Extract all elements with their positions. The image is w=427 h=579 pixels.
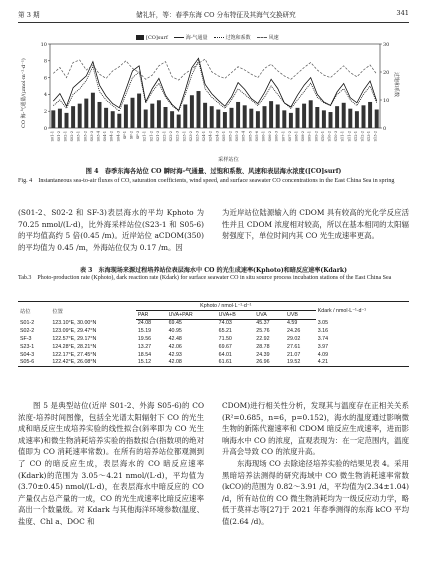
figure-4 bbox=[18, 32, 409, 165]
co-bar bbox=[91, 93, 95, 128]
y-tick-label-right: 20 bbox=[383, 69, 390, 76]
y-axis-label-left: CO 海-气通量/(μmol·m⁻²·d⁻¹) bbox=[21, 58, 27, 128]
sub-col: UVA+B bbox=[217, 310, 255, 319]
y-axis-label-right: 过饱和系数 bbox=[393, 72, 399, 98]
table-row bbox=[18, 319, 409, 327]
table-cell: 42.06 bbox=[168, 343, 182, 350]
x-tick-label: S05-2 bbox=[228, 131, 233, 142]
table-cell: 15.12 bbox=[136, 358, 167, 366]
table-cell: S23-1 bbox=[20, 343, 35, 350]
x-tick-label: S23-3 bbox=[195, 131, 200, 142]
x-tick-label: S04-1 bbox=[103, 131, 108, 142]
x-tick-label: S03-2 bbox=[83, 131, 88, 142]
paragraph: CDOM)进行相关性分析，发现其与温度存在正相关关系(R²=0.685，n=6，p=0.152)，海水的温度通过影响微生物的新陈代谢速率和 CDOM 暗反应生成速率，进而影响海水中 CO 的浓度，直观表现为：在一定范围内，温度升高会导致 CO 的浓度升高。 bbox=[222, 401, 409, 457]
right-column-bottom bbox=[222, 400, 409, 528]
table-cell: 69.67 bbox=[218, 343, 232, 350]
x-tick-label: S22-2 bbox=[169, 131, 174, 142]
x-tick-label: S02-2 bbox=[70, 131, 75, 142]
x-tick-label: S05-4 bbox=[241, 131, 246, 142]
co-bar bbox=[65, 113, 69, 128]
table-cell: 13.27 bbox=[137, 343, 152, 350]
co-bar bbox=[368, 102, 372, 128]
x-tick-label: SF-3 bbox=[136, 131, 141, 140]
table-cell: 3.97 bbox=[317, 343, 329, 350]
header-rule bbox=[18, 22, 409, 23]
paragraph: 为近岸站位陆源输入的 CDOM 具有较高的光化学反应活性并且 CDOM 浓度相对较高，所以在基本相同的太阳辐射强度下，单位时间内其 CO 光生成速率更高。 bbox=[222, 208, 409, 241]
table-row bbox=[18, 327, 409, 335]
figure-caption-en: Fig. 4 Instantaneous sea-to-air fluxes of CO, saturation coefficients, wind speed, and surface seawater CO concentrations in the East China Sea in spring bbox=[18, 178, 395, 184]
chart-legend bbox=[136, 34, 279, 41]
col-station: 站位 bbox=[18, 302, 50, 320]
table-cell: 123.09°E, 29.47°N bbox=[52, 328, 97, 335]
x-tick-label: S03-4 bbox=[96, 131, 101, 142]
co-bar bbox=[249, 109, 253, 128]
table-cell: 29.02 bbox=[287, 336, 301, 343]
series-line bbox=[53, 58, 376, 110]
x-tick-label: S12-2 bbox=[360, 131, 365, 142]
table-cell: 64.01 bbox=[218, 351, 232, 358]
sub-col: UVA+PAR bbox=[167, 310, 217, 319]
x-tick-label: S23-2 bbox=[188, 131, 193, 142]
table-row bbox=[18, 343, 409, 351]
co-bar bbox=[197, 91, 201, 128]
table-cell: 74.03 bbox=[218, 320, 232, 327]
left-column-bottom bbox=[18, 400, 204, 528]
x-tick-label: S01-2 bbox=[56, 131, 61, 142]
table-cell: S05-6 bbox=[18, 358, 50, 366]
x-tick-label: S24-2 bbox=[208, 131, 213, 142]
x-tick-label: S08-1 bbox=[294, 131, 299, 142]
col-kdark: Kdark / nmol·L⁻¹·d⁻¹ bbox=[316, 302, 409, 320]
table-cell: 122.42°E, 26.08°N bbox=[50, 358, 136, 366]
table-cell: 123.10°E, 30.00°N bbox=[52, 320, 97, 327]
x-tick-label: S05-1 bbox=[221, 131, 226, 142]
x-tick-label: S06-1 bbox=[261, 131, 266, 142]
x-tick-label: S05-6 bbox=[254, 131, 259, 142]
co-bar bbox=[348, 109, 352, 128]
co-bar bbox=[84, 99, 88, 128]
x-tick-label: S07-1 bbox=[281, 131, 286, 142]
table-title-cn: 表 3 东海现场来源过程培养站位表层海水中 CO 的光生成速率(Kphoto)和暗反应速率(Kdark) bbox=[79, 267, 348, 274]
co-bar bbox=[289, 113, 293, 128]
right-column-top bbox=[222, 207, 409, 242]
table-cell: 65.21 bbox=[218, 328, 232, 335]
table-cell: 122.17°E, 27.45°N bbox=[52, 351, 97, 358]
table-row bbox=[18, 335, 409, 343]
x-tick-label: S08-2 bbox=[301, 131, 306, 142]
table-cell: SF-3 bbox=[20, 336, 32, 343]
y-tick-label-left: 4 bbox=[43, 92, 47, 99]
table-cell: S01-2 bbox=[20, 320, 35, 327]
table-cell: S02-2 bbox=[20, 328, 35, 335]
figure-caption-cn: 图 4 春季东海各站位 CO 瞬时海-气通量、过饱和系数、风速和表层海水浓度([CO]surf) bbox=[85, 168, 342, 175]
table-cell: 21.07 bbox=[287, 351, 301, 358]
x-tick-label: S13-2 bbox=[373, 131, 378, 142]
table-cell: 69.45 bbox=[168, 320, 182, 327]
co-bar bbox=[98, 102, 102, 128]
x-tick-label: S10-2 bbox=[327, 131, 332, 142]
co-bar bbox=[230, 108, 234, 128]
table-cell: 4.21 bbox=[316, 358, 409, 366]
y-tick-label-right: 10 bbox=[383, 97, 390, 104]
x-tick-label: S21-3 bbox=[155, 131, 160, 142]
table-cell: 40.95 bbox=[168, 328, 182, 335]
x-tick-label: S05-5 bbox=[248, 131, 253, 142]
table-cell: 24.26 bbox=[287, 328, 301, 335]
co-bar bbox=[190, 95, 194, 128]
co-bar bbox=[342, 103, 346, 128]
co-bar bbox=[183, 104, 187, 128]
x-tick-label: S24-3 bbox=[215, 131, 220, 142]
paragraph: 图 5 是典型站位(近岸 S01-2、外海 S05-6)的 CO 浓度-培养时间图像，包括全光谱太阳辐射下 CO 的光生成和暗反应生成培养实验的线性拟合(斜率即为 CO 光生成速率)和微生物消耗培养实验的指数拟合(指数项的绝对值即为 CO 消耗速率常数)。在所有的培养站位都观测到了 CO 的暗反应生成，表层海水的 CO 暗反应速率(Kdark)的范围为 3.05～4.21 nmol/(L·d)，平均值为(3.70±0.45) nmol/(L·d)，在表层海水中暗反应的 CO 产量仅占总产量的一成，CO 的光生成速率比暗反应速率高出一个数量级。对 Kdark 与其他海洋环境参数(温度、盐度、Chl a、DOC 和 bbox=[18, 401, 204, 526]
co-bar bbox=[71, 106, 75, 128]
table-cell: 22.92 bbox=[256, 336, 270, 343]
page-header bbox=[18, 9, 409, 21]
y-tick-label-right: 0 bbox=[383, 125, 387, 132]
co-bar bbox=[243, 105, 247, 128]
table-cell: 24.08 bbox=[137, 320, 152, 327]
page-number: 341 bbox=[396, 9, 409, 17]
co-bar bbox=[296, 108, 300, 128]
co-bar bbox=[256, 111, 260, 128]
co-bar bbox=[216, 110, 220, 128]
table-cell: S04-3 bbox=[20, 351, 35, 358]
series-line bbox=[53, 61, 376, 111]
co-bar bbox=[124, 104, 128, 128]
table-cell: 24.39 bbox=[256, 351, 270, 358]
x-tick-label: S24-1 bbox=[202, 131, 207, 142]
table-header-row bbox=[18, 302, 409, 311]
x-tick-label: S07-2 bbox=[287, 131, 292, 142]
co-bar bbox=[282, 110, 286, 128]
co-bar bbox=[78, 104, 82, 128]
table-cell: 25.76 bbox=[256, 328, 270, 335]
table-cell: 15.19 bbox=[137, 328, 152, 335]
co-bar bbox=[164, 107, 168, 128]
table-cell: 4.09 bbox=[317, 351, 329, 358]
series-line bbox=[53, 59, 376, 80]
x-tick-label: S23-1 bbox=[182, 131, 187, 142]
legend-item-saturation: 过饱和系数 bbox=[214, 34, 251, 41]
co-bar bbox=[223, 112, 227, 128]
co-bar bbox=[104, 108, 108, 128]
legend-item-co: [CO]surf bbox=[136, 34, 168, 41]
table-cell: 61.61 bbox=[217, 358, 255, 366]
table-cell: 19.56 bbox=[137, 336, 152, 343]
table-cell: 124.28°E, 28.21°N bbox=[52, 343, 97, 350]
co-bar bbox=[375, 110, 379, 128]
table-cell: 27.61 bbox=[287, 343, 301, 350]
co-bar bbox=[58, 109, 62, 128]
y-tick-label-left: 8 bbox=[43, 58, 47, 65]
x-tick-label: S22-3 bbox=[175, 131, 180, 142]
x-tick-label: S04-3 bbox=[116, 131, 121, 142]
x-tick-label: S10-1 bbox=[320, 131, 325, 142]
table-cell: 122.57°E, 29.17°N bbox=[52, 336, 97, 343]
co-bar bbox=[236, 102, 240, 128]
table-3 bbox=[18, 301, 409, 367]
x-tick-label: S21-1 bbox=[142, 131, 147, 142]
co-bar bbox=[177, 115, 181, 128]
co-bar bbox=[111, 111, 115, 128]
y-tick-label-left: 0 bbox=[43, 125, 47, 132]
x-tick-label: S09-1 bbox=[307, 131, 312, 142]
table-cell: 42.08 bbox=[167, 358, 217, 366]
table-cell: 28.78 bbox=[256, 343, 270, 350]
co-bar bbox=[117, 114, 121, 128]
x-tick-label: S03-1 bbox=[76, 131, 81, 142]
co-bar bbox=[276, 104, 280, 128]
x-tick-label: S06-3 bbox=[274, 131, 279, 142]
co-bar bbox=[355, 111, 359, 128]
table-cell: 26.96 bbox=[254, 358, 285, 366]
sub-col: PAR bbox=[136, 310, 167, 319]
co-bar bbox=[203, 103, 207, 128]
x-tick-label: S12-1 bbox=[353, 131, 358, 142]
co-bar bbox=[137, 94, 141, 128]
x-tick-label: S06-2 bbox=[268, 131, 273, 142]
table-cell: 3.16 bbox=[317, 328, 329, 335]
table-cell: 42.93 bbox=[168, 351, 182, 358]
co-bar bbox=[131, 98, 135, 128]
x-tick-label: SF-1 bbox=[122, 131, 127, 140]
x-tick-label: S01-1 bbox=[50, 131, 55, 142]
paragraph: (S01-2、S02-2 和 SF-3)表层海水的平均 Kphoto 为 70.25 nmol/(L·d)，比外海采样站位(S23-1 和 S05-6)的平均值高约 5 倍(0.45 /m)。近岸站位 aCDOM(350) 的平均值为 0.45 /m，外海站位仅为 0.17 /m。因 bbox=[18, 208, 204, 252]
table-cell: 42.48 bbox=[168, 336, 182, 343]
x-tick-label: S21-2 bbox=[149, 131, 154, 142]
left-column-top bbox=[18, 207, 204, 253]
x-tick-label: S09-2 bbox=[314, 131, 319, 142]
x-tick-label: S22-1 bbox=[162, 131, 167, 142]
co-bar bbox=[170, 111, 174, 128]
co-bar bbox=[150, 104, 154, 128]
co-bar bbox=[309, 100, 313, 128]
col-kphoto: Kphoto / nmol·L⁻¹·d⁻¹ bbox=[136, 302, 316, 311]
co-bar bbox=[157, 100, 161, 128]
x-tick-label: S11-1 bbox=[340, 131, 345, 142]
table-cell: 71.50 bbox=[218, 336, 232, 343]
co-bar bbox=[210, 106, 214, 128]
y-tick-label-left: 10 bbox=[40, 41, 47, 48]
sub-col: UVB bbox=[285, 310, 316, 319]
x-tick-label: S10-3 bbox=[334, 131, 339, 142]
x-tick-label: S03-3 bbox=[89, 131, 94, 142]
x-axis-label: 采样站位 bbox=[218, 157, 239, 163]
co-bar bbox=[315, 107, 319, 128]
running-title: 储礼轩，等：春季东海 CO 分布特征及其海气交换研究 bbox=[136, 11, 296, 19]
table-cell: 45.37 bbox=[256, 320, 270, 327]
co-bar bbox=[302, 104, 306, 128]
x-tick-label: S11-2 bbox=[347, 131, 352, 142]
y-tick-label-left: 2 bbox=[43, 109, 47, 115]
issue-number: 第 3 期 bbox=[18, 11, 40, 19]
co-bar bbox=[322, 110, 326, 128]
co-bar bbox=[335, 106, 339, 128]
co-bar bbox=[362, 105, 366, 128]
co-bar bbox=[51, 110, 55, 128]
col-location: 位置 bbox=[50, 302, 136, 320]
table-cell: 3.74 bbox=[317, 336, 329, 343]
y-tick-label-left: 6 bbox=[43, 75, 47, 82]
table-row bbox=[18, 358, 409, 366]
x-tick-label: SF-2 bbox=[129, 131, 134, 140]
co-bar bbox=[144, 110, 148, 128]
co-bar bbox=[263, 106, 267, 128]
table-cell: 19.52 bbox=[285, 358, 316, 366]
flux-chart bbox=[18, 32, 409, 165]
x-tick-label: S02-1 bbox=[63, 131, 68, 142]
legend-item-flux: 海-气通量 bbox=[174, 34, 208, 41]
table-title-en: Tab.3 Photo-production rate (Kphoto), dark reaction rate (Kdark) for surface seawater CO in situ source process incubation stations of the East China Sea bbox=[18, 275, 392, 281]
table-cell: 18.54 bbox=[137, 351, 152, 358]
table-row bbox=[18, 351, 409, 359]
sub-col: UVA bbox=[254, 310, 285, 319]
legend-item-wind: 风速 bbox=[257, 34, 279, 41]
y-tick-label-right: 30 bbox=[383, 41, 390, 48]
x-tick-label: S04-2 bbox=[109, 131, 114, 142]
co-bar bbox=[269, 101, 273, 128]
co-bar bbox=[329, 112, 333, 128]
x-tick-label: S13-1 bbox=[367, 131, 372, 142]
paragraph: 东海现场 CO 去除途径培养实验的结果见表 4。采用黑暗培养法测得的研究海域中 CO 微生物消耗速率常数(kCO)的范围为 0.82～3.91 /d，平均值为(2.34±1.04) /d，所有站位的 CO 微生物消耗均为一级反应动力学，略低于莫祥志等[27]于 2021 年春季测得的东海 kCO 平均值(2.64 /d)。 bbox=[222, 458, 409, 526]
table-cell: 4.59 bbox=[287, 320, 298, 327]
table-cell: 3.05 bbox=[317, 320, 329, 327]
x-tick-label: S05-3 bbox=[235, 131, 240, 142]
